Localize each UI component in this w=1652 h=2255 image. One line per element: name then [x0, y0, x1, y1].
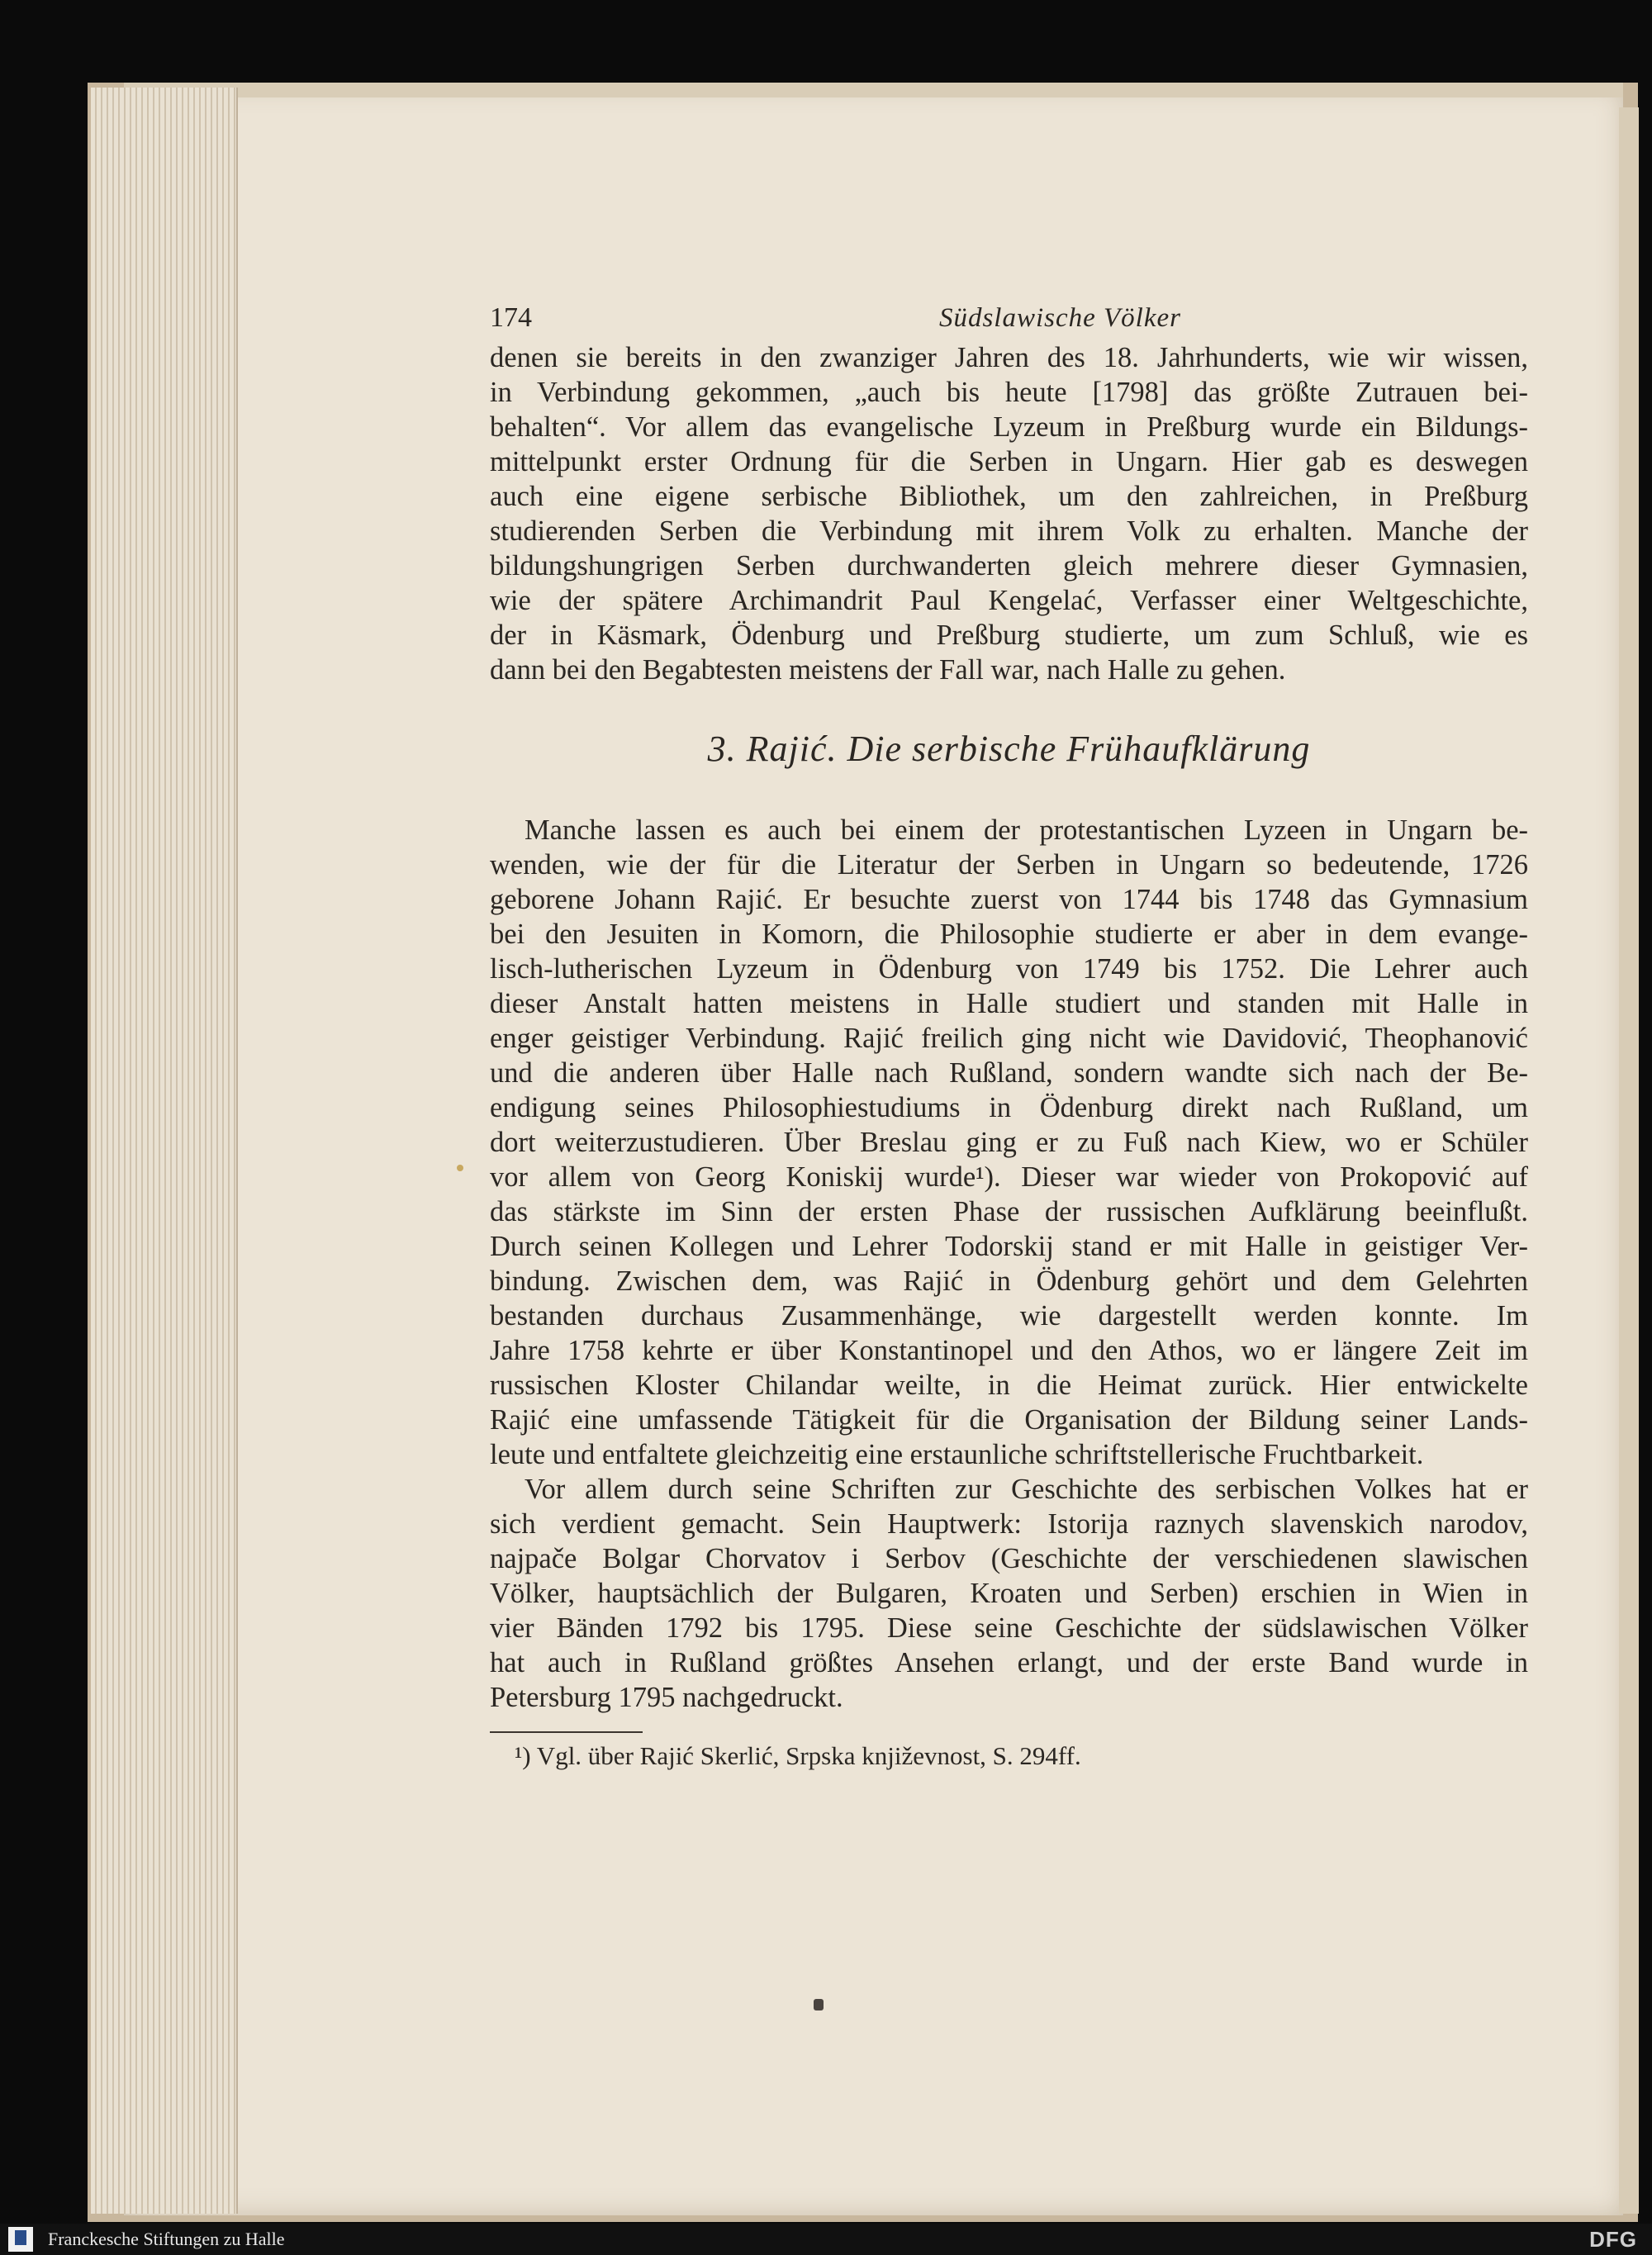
text-line: endigung seines Philosophiestudiums in Ödenburg direkt nach Rußland, um: [490, 1092, 1528, 1123]
facing-page-strip: [1619, 107, 1639, 2214]
text-line: dieser Anstalt hatten meistens in Halle studiert und standen mit Halle in: [490, 988, 1528, 1019]
text-block: [490, 301, 1528, 1773]
paragraph-3: [490, 1472, 1528, 1715]
text-line: lisch-lutherischen Lyzeum in Ödenburg von 1749 bis 1752. Die Lehrer auch: [490, 953, 1528, 985]
section-heading: 3. Rajić. Die serbische Frühaufklärung: [707, 729, 1311, 769]
text-line: auch eine eigene serbische Bibliothek, um den zahlreichen, in Preßburg: [490, 481, 1528, 512]
text-line: geborene Johann Rajić. Er besuchte zuerst von 1744 bis 1748 das Gymnasium: [490, 884, 1528, 915]
text-line: vor allem von Georg Koniskij wurde¹). Dieser war wieder von Prokopović auf: [490, 1161, 1528, 1193]
text-line: das stärkste im Sinn der ersten Phase der russischen Aufklärung beeinflußt.: [490, 1196, 1528, 1227]
text-line: hat auch in Rußland größtes Ansehen erlangt, und der erste Band wurde in: [490, 1647, 1528, 1678]
text-line: mittelpunkt erster Ordnung für die Serben in Ungarn. Hier gab es deswegen: [490, 446, 1528, 477]
text-line: Petersburg 1795 nachgedruckt.: [490, 1682, 843, 1713]
page-edges: [91, 88, 238, 2214]
text-line: bindung. Zwischen dem, was Rajić in Ödenburg gehört und dem Gelehrten: [490, 1265, 1528, 1297]
page-header: [490, 301, 1528, 337]
text-line: Völker, hauptsächlich der Bulgaren, Kroaten und Serben) erschien in Wien in: [490, 1578, 1528, 1609]
text-line: Rajić eine umfassende Tätigkeit für die Organisation der Bildung seiner Lands-: [490, 1404, 1528, 1436]
paragraph-2: [490, 813, 1528, 1472]
text-line: enger geistiger Verbindung. Rajić freilich ging nicht wie Davidović, Theophanović: [490, 1023, 1528, 1054]
text-line: bei den Jesuiten in Komorn, die Philosophie studierte er aber in dem evange-: [490, 919, 1528, 950]
page-top-band: [124, 83, 1623, 97]
text-line: und die anderen über Halle nach Rußland, sondern wandte sich nach der Be-: [490, 1057, 1528, 1089]
text-line: Vor allem durch seine Schriften zur Geschichte des serbischen Volkes hat er: [525, 1474, 1528, 1505]
paragraph-1: [490, 340, 1528, 687]
footer-institution: Franckesche Stiftungen zu Halle: [48, 2229, 285, 2249]
text-line: der in Käsmark, Ödenburg und Preßburg studierte, um zum Schluß, wie es: [490, 620, 1528, 651]
text-line: wie der spätere Archimandrit Paul Kengelać, Verfasser einer Weltgeschichte,: [490, 585, 1528, 616]
ink-spot: [457, 1165, 463, 1171]
text-line: Durch seinen Kollegen und Lehrer Todorskij stand er mit Halle in geistiger Ver-: [490, 1231, 1528, 1262]
text-line: najpače Bolgar Chorvatov i Serbov (Geschichte der verschiedenen slawischen: [490, 1543, 1528, 1574]
text-line: studierenden Serben die Verbindung mit ihrem Volk zu erhalten. Manche der: [490, 515, 1528, 547]
text-line: bildungshungrigen Serben durchwanderten gleich mehrere dieser Gymnasien,: [490, 550, 1528, 582]
text-line: Jahre 1758 kehrte er über Konstantinopel und den Athos, wo er längere Zeit im: [490, 1335, 1528, 1366]
text-line: behalten“. Vor allem das evangelische Lyzeum in Preßburg wurde ein Bildungs-: [490, 411, 1528, 443]
institution-logo-icon: [8, 2227, 33, 2252]
footnote: ¹) Vgl. über Rajić Skerlić, Srpska književnost, S. 294ff.: [515, 1741, 1081, 1770]
text-line: wenden, wie der für die Literatur der Serben in Ungarn so bedeutende, 1726: [490, 849, 1528, 881]
footnote-rule: [490, 1731, 643, 1733]
text-line: bestanden durchaus Zusammenhänge, wie dargestellt werden konnte. Im: [490, 1300, 1528, 1332]
footer-bar: [0, 2224, 1652, 2255]
ink-mark: [814, 1999, 824, 2011]
running-title: Südslawische Völker: [938, 303, 1181, 333]
text-line: vier Bänden 1792 bis 1795. Diese seine Geschichte der südslawischen Völker: [490, 1612, 1528, 1644]
text-line: denen sie bereits in den zwanziger Jahren des 18. Jahrhunderts, wie wir wissen,: [490, 342, 1528, 373]
text-line: leute und entfaltete gleichzeitig eine erstaunliche schriftstellerische Fruchtbarkeit.: [490, 1439, 1424, 1470]
text-line: sich verdient gemacht. Sein Hauptwerk: Istorija raznych slavenskich narodov,: [490, 1508, 1528, 1540]
text-line: in Verbindung gekommen, „auch bis heute [1798] das größte Zutrauen bei-: [490, 377, 1528, 408]
text-line: dort weiterzustudieren. Über Breslau ging er zu Fuß nach Kiew, wo er Schüler: [490, 1127, 1528, 1158]
text-line: dann bei den Begabtesten meistens der Fall war, nach Halle zu gehen.: [490, 654, 1286, 686]
page-number: 174: [490, 302, 532, 333]
text-line: russischen Kloster Chilandar weilte, in die Heimat zurück. Hier entwickelte: [490, 1370, 1528, 1401]
dfg-logo: DFG: [1589, 2227, 1637, 2252]
text-line: Manche lassen es auch bei einem der protestantischen Lyzeen in Ungarn be-: [525, 814, 1528, 846]
